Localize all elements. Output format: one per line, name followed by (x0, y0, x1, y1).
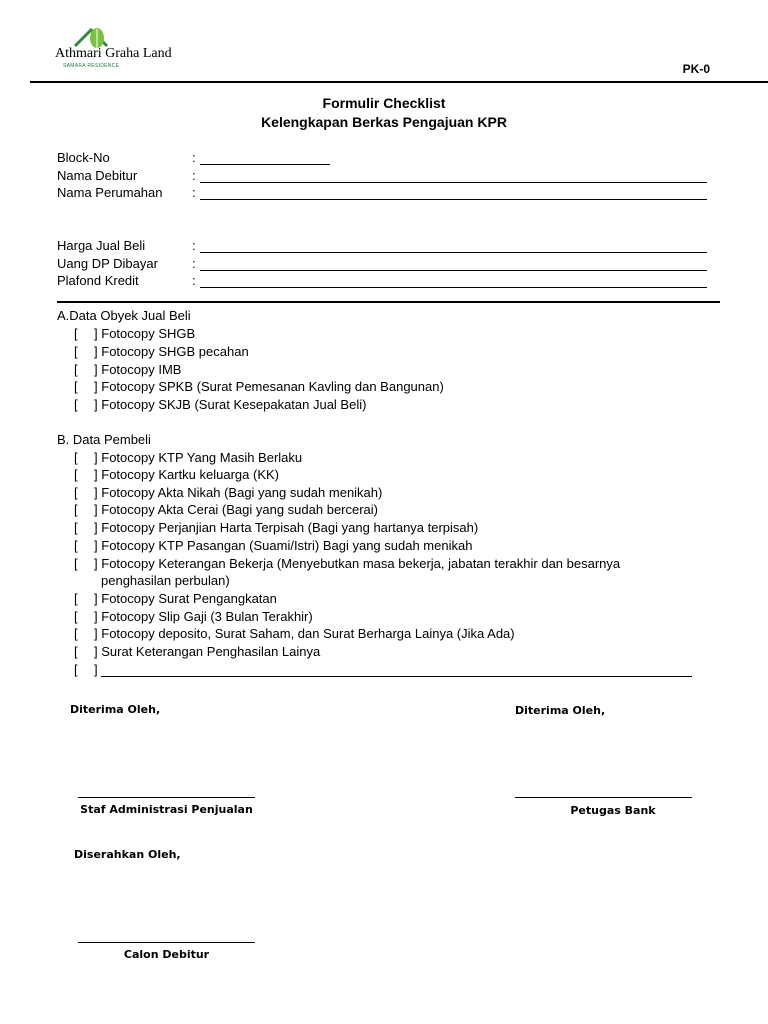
checkbox-open: [ (74, 326, 78, 341)
item-label: Fotocopy IMB (101, 362, 182, 377)
form-code: PK-0 (682, 62, 710, 76)
nama-debitur-field[interactable] (200, 182, 707, 183)
form-subtitle: Kelengkapan Berkas Pengajuan KPR (261, 114, 507, 130)
checkbox-close: ] (94, 591, 98, 606)
field-sep: : (192, 256, 196, 271)
checkbox-open: [ (74, 379, 78, 394)
checklist-item[interactable] (74, 485, 382, 500)
item-label: Fotocopy SPKB (Surat Pemesanan Kavling dan Bangunan) (101, 379, 444, 394)
checkbox-open: [ (74, 397, 78, 412)
signature-line-bank[interactable] (515, 797, 692, 798)
role-calon-debitur: Calon Debitur (123, 948, 210, 961)
item-label: Fotocopy Perjanjian Harta Terpisah (Bagi yang hartanya terpisah) (101, 520, 479, 535)
company-name: Athmari Graha Land (55, 46, 172, 61)
plafond-kredit-field[interactable] (200, 287, 707, 288)
checkbox-close: ] (94, 538, 98, 553)
checkbox-close: ] (94, 326, 98, 341)
checklist-item-other[interactable] (74, 662, 98, 677)
role-staf-admin: Staf Administrasi Penjualan (80, 803, 253, 816)
item-label: Fotocopy SKJB (Surat Kesepakatan Jual Beli) (101, 397, 367, 412)
checklist-item[interactable] (74, 379, 444, 394)
checkbox-open: [ (74, 502, 78, 517)
uang-dp-field[interactable] (200, 270, 707, 271)
checkbox-close: ] (94, 450, 98, 465)
checkbox-close: ] (94, 379, 98, 394)
item-label: Fotocopy Akta Nikah (Bagi yang sudah menikah) (101, 485, 383, 500)
item-label: Fotocopy Keterangan Bekerja (Menyebutkan masa bekerja, jabatan terakhir dan besarnya (101, 556, 621, 571)
checkbox-close: ] (94, 362, 98, 377)
checkbox-open: [ (74, 662, 78, 677)
checkbox-close: ] (94, 467, 98, 482)
checkbox-open: [ (74, 485, 78, 500)
checkbox-open: [ (74, 344, 78, 359)
checklist-item[interactable] (74, 450, 302, 465)
checklist-item[interactable] (74, 609, 313, 624)
header-divider (30, 81, 768, 83)
field-label-uang-dp: Uang DP Dibayar (57, 256, 158, 271)
checkbox-open: [ (74, 362, 78, 377)
signature-line-debitur[interactable] (78, 942, 255, 943)
field-sep: : (192, 238, 196, 253)
checkbox-close: ] (94, 609, 98, 624)
other-item-field[interactable] (101, 676, 692, 677)
checkbox-close: ] (94, 485, 98, 500)
field-sep: : (192, 185, 196, 200)
received-right-label: Diterima Oleh, (515, 704, 606, 717)
checkbox-open: [ (74, 520, 78, 535)
checklist-item[interactable] (74, 397, 366, 412)
checklist-item[interactable] (74, 520, 478, 535)
checklist-item[interactable] (74, 591, 277, 606)
section-divider (57, 301, 720, 303)
item-label: Fotocopy KTP Yang Masih Berlaku (101, 450, 303, 465)
checkbox-open: [ (74, 591, 78, 606)
field-label-block-no: Block-No (57, 150, 110, 165)
field-sep: : (192, 168, 196, 183)
checkbox-close: ] (94, 344, 98, 359)
item-label: Fotocopy KTP Pasangan (Suami/Istri) Bagi yang sudah menikah (101, 538, 473, 553)
field-sep: : (192, 273, 196, 288)
role-petugas-bank: Petugas Bank (570, 804, 656, 817)
checklist-item[interactable] (74, 344, 249, 359)
checkbox-close: ] (94, 644, 98, 659)
checkbox-open: [ (74, 538, 78, 553)
checklist-item[interactable] (74, 556, 620, 571)
checklist-item[interactable] (74, 626, 515, 641)
received-left-label: Diterima Oleh, (70, 703, 161, 716)
checkbox-open: [ (74, 556, 78, 571)
checkbox-open: [ (74, 609, 78, 624)
checklist-item[interactable] (74, 326, 195, 341)
checkbox-open: [ (74, 644, 78, 659)
handed-label: Diserahkan Oleh, (74, 848, 181, 861)
checkbox-close: ] (94, 662, 98, 677)
checkbox-open: [ (74, 626, 78, 641)
block-no-field[interactable] (200, 164, 330, 165)
form-title: Formulir Checklist (322, 95, 446, 111)
checkbox-close: ] (94, 397, 98, 412)
checkbox-close: ] (94, 520, 98, 535)
field-label-plafond-kredit: Plafond Kredit (57, 273, 139, 288)
field-label-nama-perumahan: Nama Perumahan (57, 185, 163, 200)
field-label-harga-jual-beli: Harga Jual Beli (57, 238, 146, 253)
item-label: Fotocopy Surat Pengangkatan (101, 591, 277, 606)
item-label: Fotocopy deposito, Surat Saham, dan Surat Berharga Lainya (Jika Ada) (101, 626, 515, 641)
company-logo (55, 26, 185, 70)
field-sep: : (192, 150, 196, 165)
item-label: Fotocopy Kartku keluarga (KK) (101, 467, 279, 482)
item-label: Fotocopy SHGB (101, 326, 196, 341)
checkbox-open: [ (74, 450, 78, 465)
item-label: Surat Keterangan Penghasilan Lainya (101, 644, 321, 659)
checkbox-close: ] (94, 556, 98, 571)
checkbox-open: [ (74, 467, 78, 482)
item-label: Fotocopy Akta Cerai (Bagi yang sudah bercerai) (101, 502, 379, 517)
nama-perumahan-field[interactable] (200, 199, 707, 200)
checklist-item[interactable] (74, 502, 378, 517)
company-sub: SAMARA RESIDENCE (63, 63, 120, 69)
item-label: Fotocopy SHGB pecahan (101, 344, 249, 359)
checklist-item[interactable] (74, 467, 279, 482)
checkbox-close: ] (94, 502, 98, 517)
item-label-continuation: penghasilan perbulan) (101, 573, 230, 588)
checklist-item[interactable] (74, 362, 181, 377)
section-a-title: A.Data Obyek Jual Beli (57, 308, 191, 323)
checklist-item[interactable] (74, 644, 320, 659)
checkbox-close: ] (94, 626, 98, 641)
harga-jual-beli-field[interactable] (200, 252, 707, 253)
field-label-nama-debitur: Nama Debitur (57, 168, 138, 183)
checklist-item[interactable] (74, 538, 472, 553)
item-label: Fotocopy Slip Gaji (3 Bulan Terakhir) (101, 609, 313, 624)
section-b-title: B. Data Pembeli (57, 432, 151, 447)
signature-line-staf[interactable] (78, 797, 255, 798)
